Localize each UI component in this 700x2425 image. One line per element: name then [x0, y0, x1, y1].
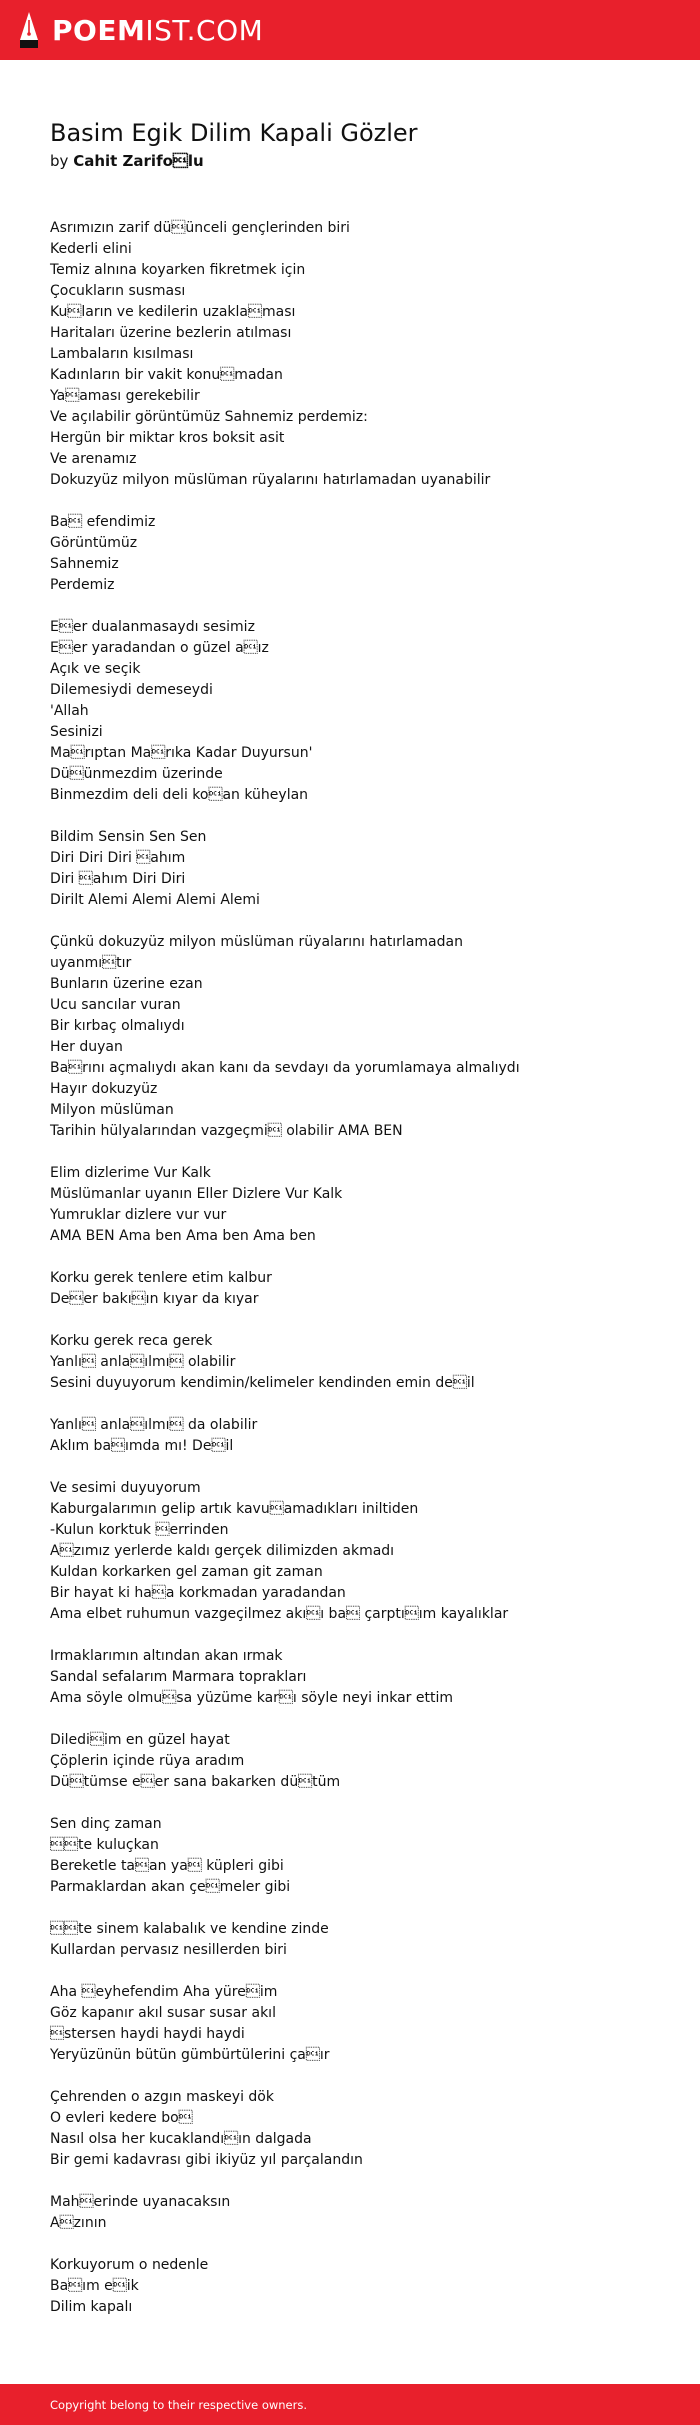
poem-stanza [50, 2087, 670, 2171]
poem-line: Perdemiz [50, 577, 115, 593]
poem-line: Düünmezdim üzerinde [50, 766, 223, 782]
poem-stanza [50, 1415, 670, 1457]
poem-line: Asrımızın zarif düünceli gençlerinden biri [50, 220, 350, 236]
poem-stanza [50, 617, 670, 806]
poem-line: Deer bakıın kıyar da kıyar [50, 1291, 259, 1307]
poem-line: Aklım baımda mı! Deil [50, 1438, 234, 1454]
poem-stanza [50, 932, 670, 1142]
poem-line: Açık ve seçik [50, 661, 141, 677]
poem-line: Çehrenden o azgın maskeyi dök [50, 2089, 274, 2105]
poem-stanza [50, 1919, 670, 1961]
poem-line: Dütümse eer sana bakarken dütüm [50, 1774, 341, 1790]
poem-line: Azımız yerlerde kaldı gerçek dilimizden akmadı [50, 1543, 395, 1559]
by-label: by [50, 152, 69, 170]
poem-line: Diri ahım Diri Diri [50, 871, 186, 887]
poem-line: -Kulun korktuk errinden [50, 1522, 229, 1538]
poem-content [50, 118, 670, 2339]
poem-line: Bir hayat ki haa korkmadan yaradandan [50, 1585, 346, 1601]
poem-line: Çocukların susması [50, 283, 186, 299]
poem-line: Sen dinç zaman [50, 1816, 162, 1832]
logo-light: IST.COM [145, 13, 264, 47]
poem-line: Yanlı anlaılmı da olabilir [50, 1417, 258, 1433]
poem-stanza [50, 1478, 670, 1625]
poem-line: Dirilt Alemi Alemi Alemi Alemi [50, 892, 260, 908]
site-logo[interactable] [52, 14, 263, 47]
poem-line: Kullardan pervasız nesillerden biri [50, 1942, 287, 1958]
poem-line: Ama elbet ruhumun vazgeçilmez akıı ba çarptıım kayalıklar [50, 1606, 509, 1622]
poem-byline [50, 150, 670, 172]
poem-line: Bunların üzerine ezan [50, 976, 203, 992]
site-header [0, 0, 700, 60]
poem-line: Bir gemi kadavrası gibi ikiyüz yıl parçalandın [50, 2152, 363, 2168]
poem-line: Yeryüzünün bütün gümbürtülerini çaır [50, 2047, 330, 2063]
poem-title: Basim Egik Dilim Kapali Gözler [50, 119, 418, 147]
poem-line: Kederli elini [50, 241, 132, 257]
poem-line: stersen haydi haydi haydi [50, 2026, 245, 2042]
poem-stanza [50, 1646, 670, 1709]
poem-author-link[interactable]: Cahit Zarifolu [73, 152, 204, 170]
poem-stanza [50, 1163, 670, 1247]
poem-line: Bir kırbaç olmalıydı [50, 1018, 185, 1034]
poem-stanza [50, 1814, 670, 1898]
poem-stanza [50, 1268, 670, 1310]
poem-line: Marıptan Marıka Kadar Duyursun' [50, 745, 313, 761]
poem-stanza [50, 2192, 670, 2234]
poem-line: Hergün bir miktar kros boksit asit [50, 430, 285, 446]
poem-line: Kuldan korkarken gel zaman git zaman [50, 1564, 323, 1580]
poem-line: Ucu sancılar vuran [50, 997, 181, 1013]
logo-bold: POEM [52, 13, 146, 47]
poem-line: Aha eyhefendim Aha yüreim [50, 1984, 278, 2000]
poem-line: Eer dualanmasaydı sesimiz [50, 619, 255, 635]
poem-stanza [50, 827, 670, 911]
poem-line: Parmaklardan akan çemeler gibi [50, 1879, 291, 1895]
poem-line: Binmezdim deli deli koan küheylan [50, 787, 309, 803]
poem-line: Korkuyorum o nedenle [50, 2257, 209, 2273]
poem-line: Dilediim en güzel hayat [50, 1732, 230, 1748]
poem-line: Eer yaradandan o güzel aız [50, 640, 269, 656]
poem-stanza [50, 1331, 670, 1394]
poem-line: Korku gerek reca gerek [50, 1333, 213, 1349]
poem-line: Sesinizi [50, 724, 103, 740]
poem-line: Ba efendimiz [50, 514, 156, 530]
poem-line: uyanmıtır [50, 955, 132, 971]
poem-line: Tarihin hülyalarından vazgeçmi olabilir AMA BEN [50, 1123, 403, 1139]
poem-line: Diri Diri Diri ahım [50, 850, 186, 866]
poem-line: Bereketle taan ya küpleri gibi [50, 1858, 284, 1874]
poem-line: Sesini duyuyorum kendimin/kelimeler kendinden emin deil [50, 1375, 475, 1391]
poem-line: Sahnemiz [50, 556, 119, 572]
poem-stanza [50, 218, 670, 491]
poem-line: 'Allah [50, 703, 89, 719]
poem-line: Her duyan [50, 1039, 123, 1055]
pen-nib-icon[interactable] [18, 10, 40, 50]
poem-line: Ve arenamız [50, 451, 137, 467]
poem-line: Ve sesimi duyuyorum [50, 1480, 201, 1496]
poem-line: Haritaları üzerine bezlerin atılması [50, 325, 292, 341]
poem-line: Çünkü dokuzyüz milyon müslüman rüyalarını hatırlamadan [50, 934, 463, 950]
poem-line: Azının [50, 2215, 107, 2231]
poem-line: Kadınların bir vakit konumadan [50, 367, 283, 383]
poem-line: Baım eik [50, 2278, 139, 2294]
poem-body [50, 218, 670, 2318]
poem-line: Lambaların kısılması [50, 346, 194, 362]
poem-line: Dilemesiydi demeseydi [50, 682, 213, 698]
poem-line: Irmaklarımın altından akan ırmak [50, 1648, 283, 1664]
poem-stanza [50, 2255, 670, 2318]
poem-line: Kaburgalarımın gelip artık kavuamadıkları iniltiden [50, 1501, 419, 1517]
poem-line: Hayır dokuzyüz [50, 1081, 158, 1097]
poem-line: Bildim Sensin Sen Sen [50, 829, 207, 845]
poem-line: O evleri kedere bo [50, 2110, 193, 2126]
poem-line: Çöplerin içinde rüya aradım [50, 1753, 245, 1769]
poem-line: te sinem kalabalık ve kendine zinde [50, 1921, 329, 1937]
poem-line: Müslümanlar uyanın Eller Dizlere Vur Kalk [50, 1186, 343, 1202]
poem-line: te kuluçkan [50, 1837, 159, 1853]
copyright-text: Copyright belong to their respective owners. [50, 2397, 308, 2412]
poem-line: Yaaması gerekebilir [50, 388, 200, 404]
poem-stanza [50, 1982, 670, 2066]
poem-line: Dokuzyüz milyon müslüman rüyalarını hatırlamadan uyanabilir [50, 472, 491, 488]
poem-line: Barını açmalıydı akan kanı da sevdayı da yorumlamaya almalıydı [50, 1060, 520, 1076]
poem-line: Göz kapanır akıl susar susar akıl [50, 2005, 276, 2021]
poem-line: Milyon müslüman [50, 1102, 174, 1118]
poem-line: Yumruklar dizlere vur vur [50, 1207, 227, 1223]
poem-stanza [50, 512, 670, 596]
poem-stanza [50, 1730, 670, 1793]
poem-line: Yanlı anlaılmı olabilir [50, 1354, 236, 1370]
poem-line: Elim dizlerime Vur Kalk [50, 1165, 211, 1181]
poem-line: Nasıl olsa her kucaklandıın dalgada [50, 2131, 312, 2147]
poem-line: Korku gerek tenlere etim kalbur [50, 1270, 272, 1286]
poem-line: AMA BEN Ama ben Ama ben Ama ben [50, 1228, 316, 1244]
poem-line: Kuların ve kedilerin uzaklaması [50, 304, 296, 320]
poem-line: Dilim kapalı [50, 2299, 133, 2315]
site-footer [0, 2384, 700, 2425]
poem-line: Ve açılabilir görüntümüz Sahnemiz perdemiz: [50, 409, 368, 425]
poem-line: Sandal sefalarım Marmara toprakları [50, 1669, 307, 1685]
poem-line: Ama söyle olmusa yüzüme karı söyle neyi inkar ettim [50, 1690, 453, 1706]
poem-line: Görüntümüz [50, 535, 138, 551]
poem-line: Temiz alnına koyarken fikretmek için [50, 262, 306, 278]
poem-line: Maherinde uyanacaksın [50, 2194, 231, 2210]
